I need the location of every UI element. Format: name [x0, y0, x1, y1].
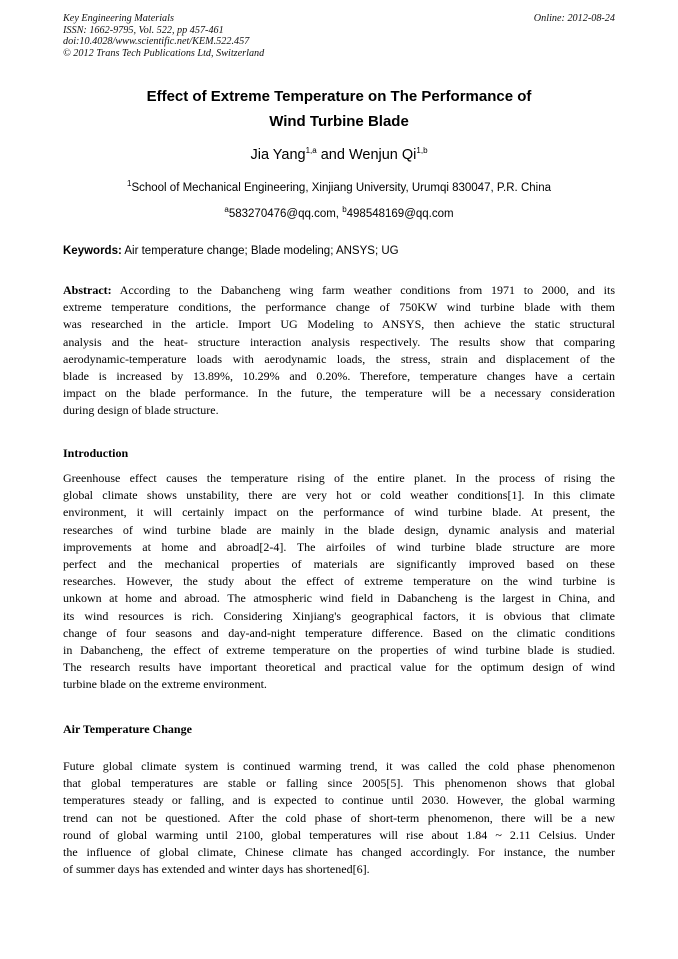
- keywords-label: Keywords:: [63, 245, 122, 257]
- body-line: the influence of global climate, Chinese climate has changed accordingly. For instance, the number: [63, 844, 615, 859]
- body-line: global climate shows unstability, there are very hot or cold weather conditions[1]. In this climate: [63, 488, 615, 503]
- title-line-1: Effect of Extreme Temperature on The Performance of: [146, 88, 532, 105]
- abstract-line: analysis and the heat- structure interaction analysis respectively. The results show that comparing: [63, 334, 615, 349]
- body-line: turbine blade on the extreme environment.: [63, 677, 267, 692]
- body-line: change of four seasons and day-and-night temperature difference. Based on the climatic conditions: [63, 625, 615, 640]
- author-2: Wenjun Qi: [348, 147, 417, 163]
- body-line: Future global climate system is continued warming trend, it was called the cold phase phenomenon: [63, 759, 615, 773]
- keywords: [63, 243, 615, 259]
- paper-title: [63, 84, 615, 134]
- introduction-paragraph: [63, 470, 615, 693]
- author-list: [63, 145, 615, 165]
- abstract-line: impact on the blade performance. In the future, the temperature will be a necessary consideration: [63, 386, 615, 401]
- body-line: that global temperatures are stable or falling since 2005[5]. This phenomenon shows that global: [63, 776, 615, 791]
- email-mark-a: a: [224, 205, 229, 215]
- body-line: Greenhouse effect causes the temperature rising of the entire planet. In the process of rising the: [63, 471, 615, 485]
- abstract-line: Abstract: According to the Dabancheng wing farm weather conditions from 1971 to 2000, and its: [63, 283, 615, 297]
- title-line-2: Wind Turbine Blade: [269, 113, 409, 130]
- author-1-affiliation-mark: 1,a: [305, 146, 317, 156]
- author-2-affiliation-mark: 1,b: [416, 146, 428, 156]
- affiliation: [63, 180, 615, 196]
- keywords-text: Air temperature change; Blade modeling; ANSYS; UG: [121, 245, 399, 257]
- author-conjunction: and: [316, 147, 349, 163]
- body-line: The research results have important theoretical and practical value for the optimum design of wind: [63, 660, 615, 675]
- affiliation-mark: 1: [126, 179, 132, 189]
- online-date: Online: 2012-08-24: [533, 13, 615, 24]
- body-line: trend can not be questioned. After the cold phase of short-term phenomenon, there will be a new: [63, 810, 615, 825]
- abstract-label: Abstract:: [63, 283, 112, 297]
- body-line: unkown at home and abroad. The atmospheric wind field in Dabancheng is the largest in China, and: [63, 591, 615, 606]
- abstract-line: during design of blade structure.: [63, 403, 219, 418]
- author-1: Jia Yang: [250, 147, 306, 163]
- air-temperature-paragraph: [63, 758, 615, 878]
- journal-doi: doi:10.4028/www.scientific.net/KEM.522.457: [63, 36, 250, 47]
- body-line: improvements at home and abroad[2-4]. The airfoiles of wind turbine blade structure are more: [63, 539, 615, 554]
- body-line: perfect and the mechanical properties of materials are significantly improved based on these: [63, 556, 615, 571]
- body-line: round of global warming until 2100, global temperatures will rise about 1.84 ~ 2.11 Celsius. Under: [63, 827, 615, 842]
- abstract-line: was researched in the article. Import UG Modeling to ANSYS, then achieve the static structural: [63, 317, 615, 332]
- abstract-line: aerodynamic-temperature loads with aerodynamic loads, the stress, strain and displacement of the: [63, 351, 615, 366]
- journal-issn: ISSN: 1662-9795, Vol. 522, pp 457-461: [63, 24, 224, 36]
- email-b: 498548169@qq.com: [346, 208, 454, 220]
- body-line: in Dabancheng, the effect of extreme temperature on the properties of wind turbine blade is studied.: [63, 642, 615, 657]
- affiliation-text: School of Mechanical Engineering, Xinjiang University, Urumqi 830047, P.R. China: [131, 182, 551, 194]
- abstract: [63, 282, 615, 420]
- author-emails: [63, 206, 615, 222]
- journal-name: Key Engineering Materials: [63, 13, 174, 24]
- email-mark-b: b: [342, 205, 347, 215]
- body-line: temperatures steady or falling, and is expected to continue until 2030. However, the global warming: [63, 793, 615, 808]
- body-line: environment, it will certainly impact on the performance of wind turbine blade. At present, the: [63, 505, 615, 520]
- body-line: researches of wind turbine blade are mainly in the blade design, dynamic analysis and material: [63, 522, 615, 537]
- journal-info: [63, 13, 264, 59]
- abstract-line: extreme temperature conditions, the performance change of 750KW wind turbine blade with them: [63, 300, 615, 315]
- body-line: its wind resources is rich. Considering Xinjiang's geographical factors, it is obvious that climate: [63, 608, 615, 623]
- section-heading-air-temperature: Air Temperature Change: [63, 722, 192, 736]
- body-line: of summer days has extended and winter days has shortened[6].: [63, 862, 370, 877]
- body-line: researches. However, the study about the effect of extreme temperature on the wind turbine is: [63, 574, 615, 589]
- journal-copyright: © 2012 Trans Tech Publications Ltd, Switzerland: [63, 47, 265, 59]
- section-heading-introduction: Introduction: [63, 446, 129, 460]
- abstract-line: blade is increased by 13.89%, 10.29% and 0.20%. Therefore, temperature changes have a certain: [63, 368, 615, 383]
- email-a: 583270476@qq.com,: [228, 208, 343, 220]
